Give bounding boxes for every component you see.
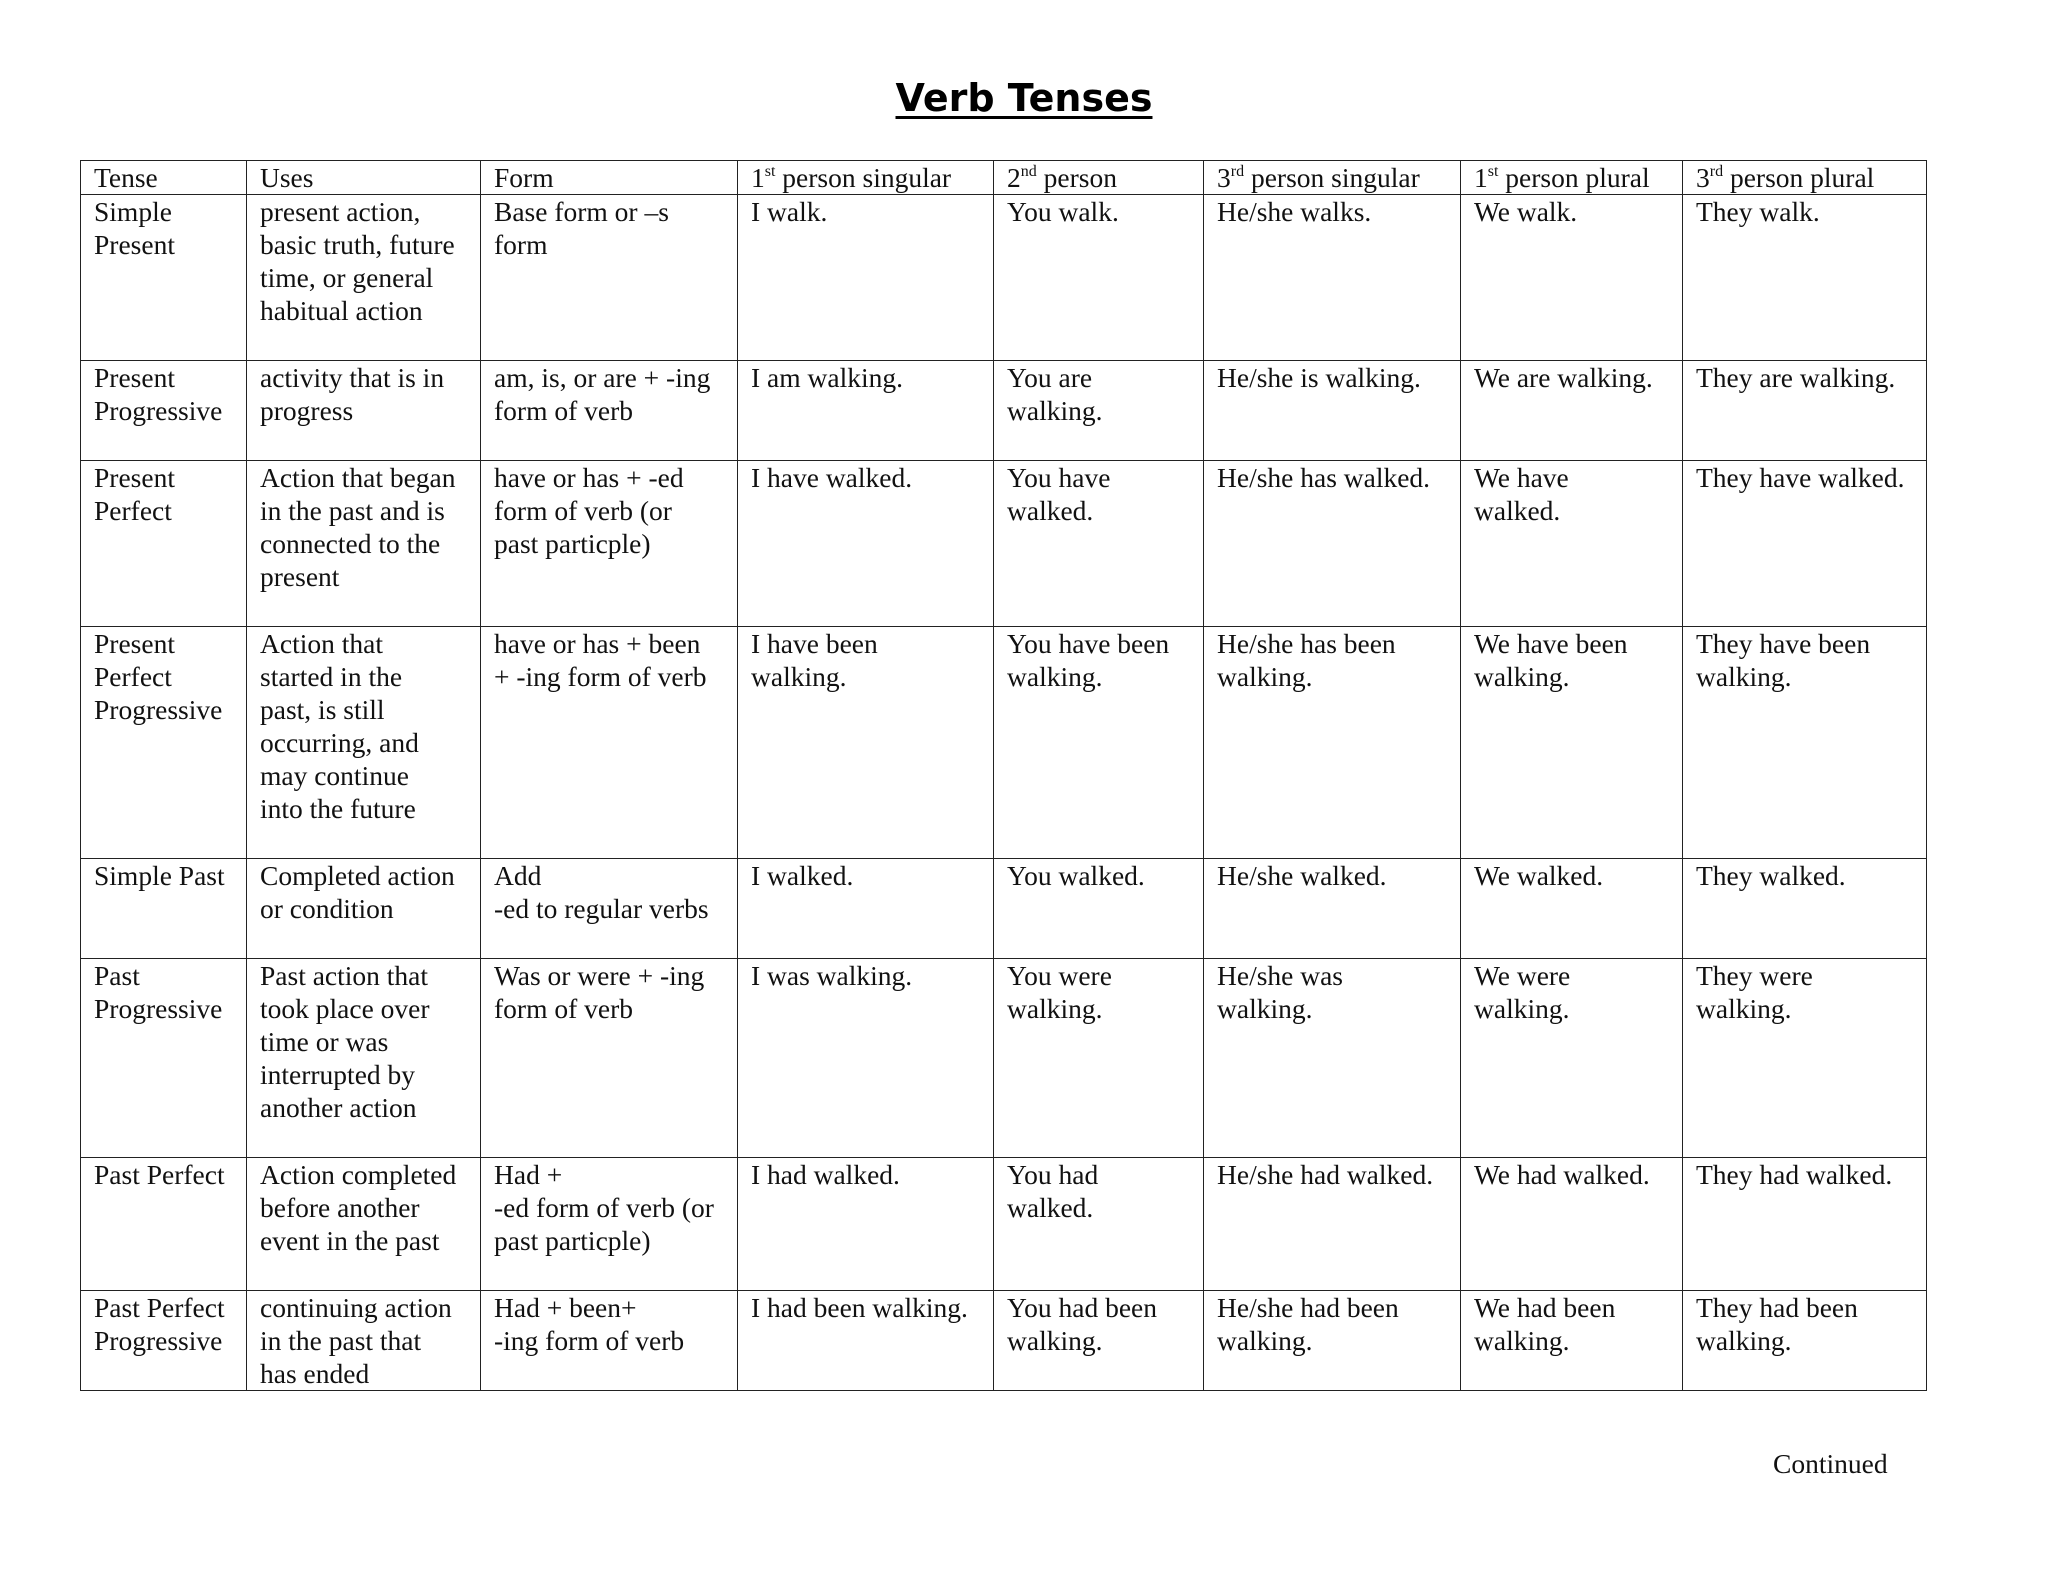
tense-cell: Past Perfect: [81, 1158, 247, 1291]
first-person-plural-cell: We were walking.: [1461, 959, 1683, 1158]
header-1st-person-singular: [738, 161, 994, 195]
table-row: [81, 1291, 1927, 1391]
uses-cell: present action, basic truth, future time, or general habitual action: [247, 195, 481, 361]
page-title: Verb Tenses: [895, 76, 1153, 120]
third-person-plural-cell: They have walked.: [1683, 461, 1927, 627]
header-ordinal-suffix: st: [764, 163, 776, 180]
third-person-plural-cell: They walk.: [1683, 195, 1927, 361]
third-person-singular-cell: He/she has walked.: [1204, 461, 1461, 627]
table-row: [81, 959, 1927, 1158]
first-person-plural-cell: We had walked.: [1461, 1158, 1683, 1291]
header-label: Form: [494, 162, 554, 193]
first-person-singular-cell: I have been walking.: [738, 627, 994, 859]
header-label: Tense: [94, 162, 158, 193]
form-cell: have or has + been + -ing form of verb: [481, 627, 738, 859]
tense-cell: Simple Past: [81, 859, 247, 959]
third-person-singular-cell: He/she walked.: [1204, 859, 1461, 959]
header-ordinal-suffix: rd: [1709, 163, 1724, 180]
first-person-plural-cell: We had been walking.: [1461, 1291, 1683, 1391]
first-person-plural-cell: We walk.: [1461, 195, 1683, 361]
second-person-cell: You had walked.: [994, 1158, 1204, 1291]
third-person-singular-cell: He/she is walking.: [1204, 361, 1461, 461]
first-person-singular-cell: I was walking.: [738, 959, 994, 1158]
header-label: 1: [1474, 162, 1488, 193]
header-form: [481, 161, 738, 195]
second-person-cell: You walk.: [994, 195, 1204, 361]
second-person-cell: You are walking.: [994, 361, 1204, 461]
header-ordinal-suffix: rd: [1230, 163, 1245, 180]
tense-cell: Present Perfect Progressive: [81, 627, 247, 859]
header-label: 1: [751, 162, 765, 193]
first-person-singular-cell: I walked.: [738, 859, 994, 959]
first-person-singular-cell: I am walking.: [738, 361, 994, 461]
tense-cell: Present Progressive: [81, 361, 247, 461]
form-cell: Add -ed to regular verbs: [481, 859, 738, 959]
tense-cell: Present Perfect: [81, 461, 247, 627]
third-person-plural-cell: They had walked.: [1683, 1158, 1927, 1291]
header-ordinal-suffix: st: [1487, 163, 1499, 180]
header-row: [81, 161, 1927, 195]
second-person-cell: You were walking.: [994, 959, 1204, 1158]
third-person-plural-cell: They walked.: [1683, 859, 1927, 959]
third-person-plural-cell: They are walking.: [1683, 361, 1927, 461]
header-ordinal-suffix: nd: [1020, 163, 1037, 180]
uses-cell: Action that began in the past and is connected to the present: [247, 461, 481, 627]
uses-cell: Past action that took place over time or was interrupted by another action: [247, 959, 481, 1158]
table-row: [81, 859, 1927, 959]
third-person-plural-cell: They have been walking.: [1683, 627, 1927, 859]
header-3rd-person-singular: [1204, 161, 1461, 195]
table-row: [81, 361, 1927, 461]
tense-cell: Simple Present: [81, 195, 247, 361]
third-person-singular-cell: He/she was walking.: [1204, 959, 1461, 1158]
header-2nd-person: [994, 161, 1204, 195]
third-person-singular-cell: He/she had walked.: [1204, 1158, 1461, 1291]
header-label: 3: [1696, 162, 1710, 193]
third-person-singular-cell: He/she had been walking.: [1204, 1291, 1461, 1391]
uses-cell: Completed action or condition: [247, 859, 481, 959]
first-person-singular-cell: I walk.: [738, 195, 994, 361]
header-uses: [247, 161, 481, 195]
first-person-singular-cell: I have walked.: [738, 461, 994, 627]
header-label: Uses: [260, 162, 314, 193]
uses-cell: activity that is in progress: [247, 361, 481, 461]
header-label-rest: person: [1036, 162, 1117, 193]
header-label: 3: [1217, 162, 1231, 193]
first-person-plural-cell: We walked.: [1461, 859, 1683, 959]
table-row: [81, 461, 1927, 627]
first-person-singular-cell: I had walked.: [738, 1158, 994, 1291]
uses-cell: Action completed before another event in the past: [247, 1158, 481, 1291]
third-person-plural-cell: They were walking.: [1683, 959, 1927, 1158]
table-row: [81, 627, 1927, 859]
header-label-rest: person singular: [1244, 162, 1420, 193]
second-person-cell: You have been walking.: [994, 627, 1204, 859]
second-person-cell: You walked.: [994, 859, 1204, 959]
header-label-rest: person plural: [1723, 162, 1875, 193]
third-person-plural-cell: They had been walking.: [1683, 1291, 1927, 1391]
form-cell: Base form or –s form: [481, 195, 738, 361]
second-person-cell: You have walked.: [994, 461, 1204, 627]
third-person-singular-cell: He/she walks.: [1204, 195, 1461, 361]
uses-cell: continuing action in the past that has ended: [247, 1291, 481, 1391]
first-person-singular-cell: I had been walking.: [738, 1291, 994, 1391]
form-cell: have or has + -ed form of verb (or past particple): [481, 461, 738, 627]
header-label-rest: person plural: [1498, 162, 1650, 193]
first-person-plural-cell: We have been walking.: [1461, 627, 1683, 859]
header-3rd-person-plural: [1683, 161, 1927, 195]
tense-cell: Past Perfect Progressive: [81, 1291, 247, 1391]
header-label: 2: [1007, 162, 1021, 193]
table-row: [81, 195, 1927, 361]
form-cell: am, is, or are + -ing form of verb: [481, 361, 738, 461]
first-person-plural-cell: We have walked.: [1461, 461, 1683, 627]
first-person-plural-cell: We are walking.: [1461, 361, 1683, 461]
form-cell: Had + been+ -ing form of verb: [481, 1291, 738, 1391]
header-1st-person-plural: [1461, 161, 1683, 195]
form-cell: Had + -ed form of verb (or past particple): [481, 1158, 738, 1291]
uses-cell: Action that started in the past, is still occurring, and may continue into the future: [247, 627, 481, 859]
table-body: [81, 195, 1927, 1391]
form-cell: Was or were + -ing form of verb: [481, 959, 738, 1158]
table-row: [81, 1158, 1927, 1291]
third-person-singular-cell: He/she has been walking.: [1204, 627, 1461, 859]
continued-note: Continued: [1773, 1448, 1888, 1479]
header-tense: [81, 161, 247, 195]
tense-cell: Past Progressive: [81, 959, 247, 1158]
header-label-rest: person singular: [775, 162, 952, 193]
second-person-cell: You had been walking.: [994, 1291, 1204, 1391]
verb-tenses-table: [80, 160, 1927, 1391]
